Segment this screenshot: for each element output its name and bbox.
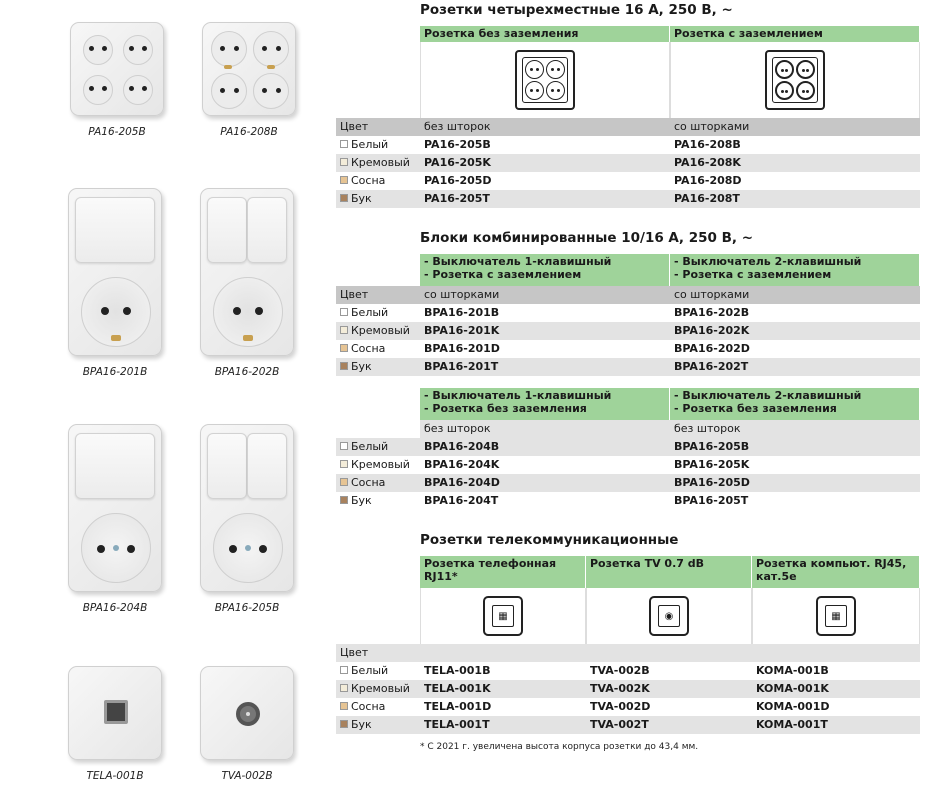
phone-socket-icon: ▦ — [483, 596, 523, 636]
product-image — [200, 188, 294, 356]
socket-diagram-cell — [420, 42, 670, 118]
table-row: Сосна BPA16-204D BPA16-205D — [336, 474, 920, 492]
table-row: Бук BPA16-201T BPA16-202T — [336, 358, 920, 376]
color-swatch-icon — [340, 158, 348, 166]
table-row: Бук PA16-205T PA16-208T — [336, 190, 920, 208]
table-row: Бук TELA-001T TVA-002T KOMA-001T — [336, 716, 920, 734]
column-header: Розетка телефонная RJ11* — [420, 556, 586, 588]
section-title: Розетки четырехместные 16 А, 250 В, ~ — [420, 2, 733, 18]
product-image — [68, 424, 162, 592]
socket-diagram-cell — [420, 588, 586, 644]
color-header-row: Цвет со шторками со шторками — [336, 286, 920, 304]
color-swatch-icon — [340, 702, 348, 710]
socket-diagram-cell — [670, 42, 920, 118]
product-image — [68, 188, 162, 356]
product-image — [200, 666, 294, 760]
product-code: BPA16-202B — [214, 366, 280, 378]
color-swatch-icon — [340, 176, 348, 184]
quad-socket-grounded-icon — [765, 50, 825, 110]
column-header: Розетка TV 0.7 dB — [586, 556, 752, 588]
color-swatch-icon — [340, 308, 348, 316]
product-code: TVA-002B — [221, 770, 273, 782]
product-image — [202, 22, 296, 116]
product-pa16-205 — [70, 22, 164, 138]
column-header: - Выключатель 1-клавишный - Розетка с заземлением — [420, 254, 670, 286]
color-swatch-icon — [340, 362, 348, 370]
color-swatch-icon — [340, 720, 348, 728]
network-socket-icon: ▦ — [816, 596, 856, 636]
table-row: Кремовый BPA16-201K BPA16-202K — [336, 322, 920, 340]
product-code: BPA16-201B — [82, 366, 148, 378]
product-image — [70, 22, 164, 116]
table-row: Сосна BPA16-201D BPA16-202D — [336, 340, 920, 358]
color-swatch-icon — [340, 496, 348, 504]
column-header: - Выключатель 2-клавишный - Розетка с заземлением — [670, 254, 920, 286]
product-tela-001 — [68, 666, 162, 782]
color-swatch-icon — [340, 666, 348, 674]
color-swatch-icon — [340, 478, 348, 486]
section-title: Розетки телекоммуникационные — [420, 532, 679, 548]
table-row: Белый BPA16-204B BPA16-205B — [336, 438, 920, 456]
product-bpa16-201 — [68, 188, 162, 378]
table-row: Сосна PA16-205D PA16-208D — [336, 172, 920, 190]
color-header-row: Цвет — [336, 644, 920, 662]
table-row: Кремовый PA16-205K PA16-208K — [336, 154, 920, 172]
color-swatch-icon — [340, 194, 348, 202]
color-header-row: Цвет без шторок со шторками — [336, 118, 920, 136]
product-image — [200, 424, 294, 592]
socket-diagram-cell — [586, 588, 752, 644]
color-swatch-icon — [340, 460, 348, 468]
section-title: Блоки комбинированные 10/16 А, 250 В, ~ — [420, 230, 754, 246]
product-code: BPA16-205B — [214, 602, 280, 614]
product-bpa16-202 — [200, 188, 294, 378]
footnote: * С 2021 г. увеличена высота корпуса розетки до 43,4 мм. — [420, 742, 699, 752]
socket-diagram-cell — [752, 588, 920, 644]
subhead-row: без шторок без шторок — [420, 420, 920, 438]
product-pa16-208 — [202, 22, 296, 138]
product-code: BPA16-204B — [82, 602, 148, 614]
table-row: Кремовый BPA16-204K BPA16-205K — [336, 456, 920, 474]
quad-socket-icon — [515, 50, 575, 110]
color-swatch-icon — [340, 344, 348, 352]
table-row: Кремовый TELA-001K TVA-002K KOMA-001K — [336, 680, 920, 698]
column-header: Розетка с заземлением — [670, 26, 920, 42]
column-header: Розетка без заземления — [420, 26, 670, 42]
color-swatch-icon — [340, 326, 348, 334]
column-header: Розетка компьют. RJ45, кат.5е — [752, 556, 920, 588]
tv-socket-icon: ◉ — [649, 596, 689, 636]
table-row: Белый PA16-205B PA16-208B — [336, 136, 920, 154]
product-image — [68, 666, 162, 760]
product-bpa16-205 — [200, 424, 294, 614]
color-swatch-icon — [340, 684, 348, 692]
table-row: Белый TELA-001B TVA-002B KOMA-001B — [336, 662, 920, 680]
product-code: TELA-001B — [86, 770, 144, 782]
table-row: Сосна TELA-001D TVA-002D KOMA-001D — [336, 698, 920, 716]
product-bpa16-204 — [68, 424, 162, 614]
table-row: Бук BPA16-204T BPA16-205T — [336, 492, 920, 510]
column-header: - Выключатель 2-клавишный - Розетка без заземления — [670, 388, 920, 420]
color-swatch-icon — [340, 442, 348, 450]
color-swatch-icon — [340, 140, 348, 148]
product-tva-002 — [200, 666, 294, 782]
column-header: - Выключатель 1-клавишный - Розетка без заземления — [420, 388, 670, 420]
product-code: PA16-205B — [88, 126, 146, 138]
product-code: PA16-208B — [220, 126, 278, 138]
table-row: Белый BPA16-201B BPA16-202B — [336, 304, 920, 322]
